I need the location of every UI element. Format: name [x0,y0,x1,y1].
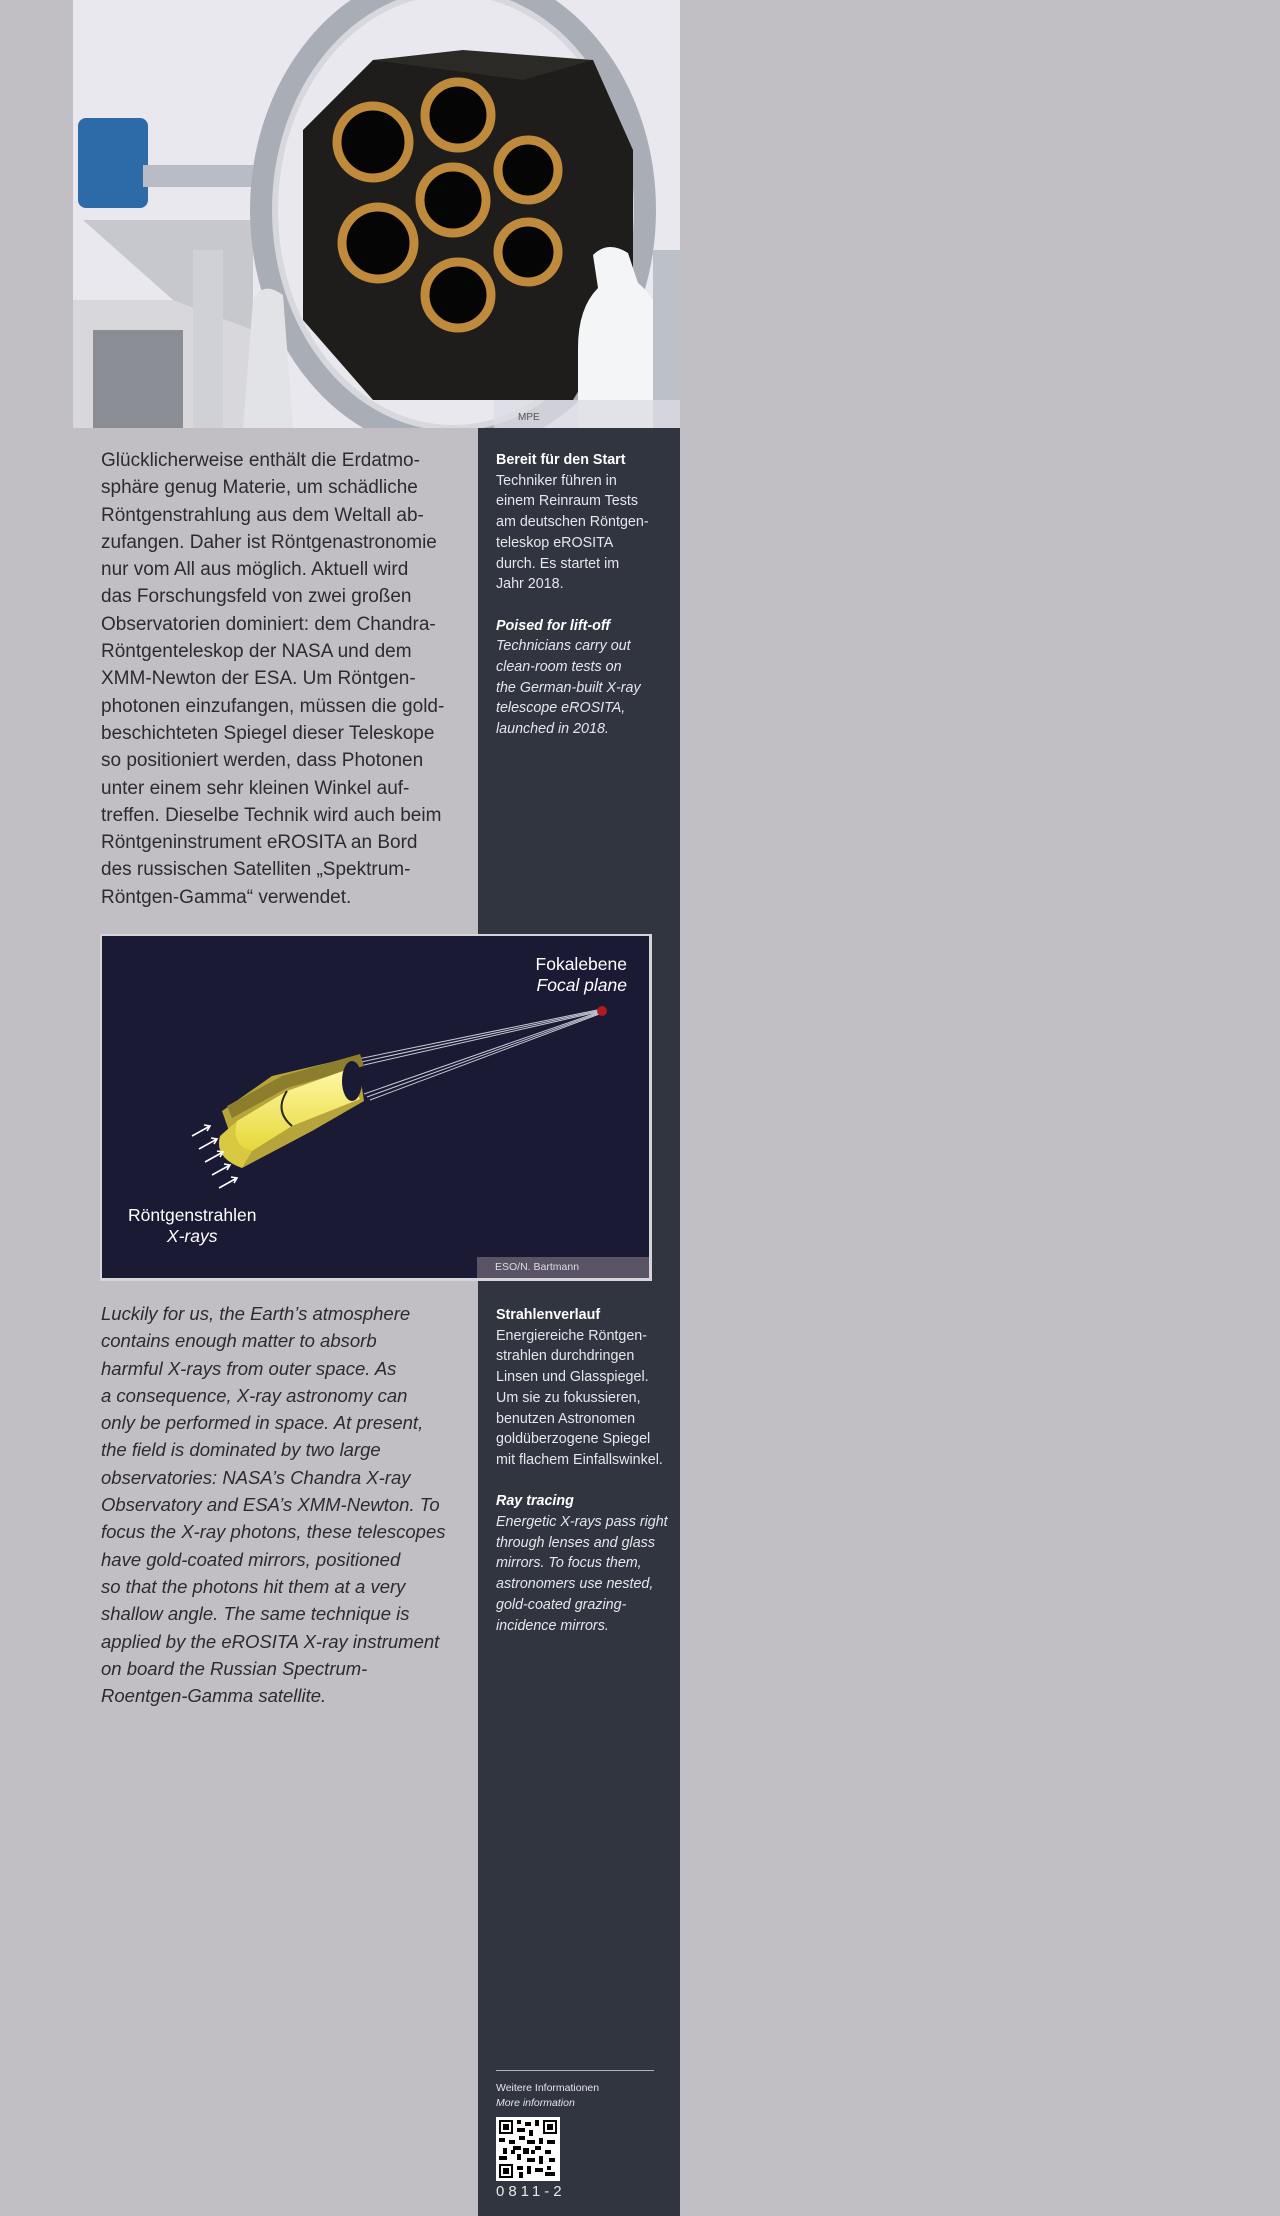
caption-line: the German-built X-ray [496,679,641,696]
nested-mirror-shells [219,1054,364,1168]
more-info-label-german: Weitere Informationen [496,2082,600,2094]
qr-code[interactable] [496,2117,560,2181]
caption-line: telescope eROSITA, [496,700,626,717]
diagram-credit: ESO/N. Bartmann [477,1257,649,1278]
body-text-english [101,1300,461,1709]
text-line: on board the Russian Spectrum- [101,1657,368,1679]
text-line: a consequence, X-ray astronomy can [101,1384,408,1406]
text-line: unter einem sehr kleinen Winkel auf- [101,777,410,799]
caption-line: mirrors. To focus them, [496,1555,642,1572]
text-line: XMM-Newton der ESA. Um Röntgen- [101,668,416,690]
caption-line: teleskop eROSITA [496,534,614,551]
text-line: the field is dominated by two large [101,1439,381,1461]
caption-title-german: Bereit für den Start [496,452,626,468]
caption-line: Technicians carry out [496,638,631,655]
focal-point [597,1006,607,1016]
text-line: so positioniert werden, dass Photonen [101,750,424,772]
exhibit-code: 0811-2 [496,2183,566,2200]
caption-line: gold-coated grazing- [496,1596,627,1613]
caption-line: mit flachem Einfallswinkel. [496,1451,663,1468]
caption-line: goldüberzogene Spiegel [496,1431,651,1448]
xray-label [128,1205,256,1247]
text-line: Roentgen-Gamma satellite. [101,1685,327,1707]
caption-line: Energetic X-rays pass right [496,1514,668,1531]
body-text-german-paragraph [101,447,451,911]
caption-line: durch. Es startet im [496,555,620,572]
text-line: Röntgenstrahlung aus dem Weltall ab- [101,504,424,526]
text-line: zufangen. Daher ist Röntgenastronomie [101,531,437,553]
text-line: Observatorien dominiert: dem Chandra- [101,613,436,635]
body-text-german [101,447,451,911]
more-information [496,2070,654,2200]
focal-plane-label-english: Focal plane [536,975,627,995]
text-line: Luckily for us, the Earth’s atmosphere [101,1303,411,1324]
text-line: photonen einzufangen, müssen die gold- [101,695,445,717]
xray-label-german: Röntgenstrahlen [128,1205,257,1225]
text-line: nur vom All aus möglich. Aktuell wird [101,559,409,581]
caption-title-english: Poised for lift-off [496,617,611,634]
caption-title-english: Ray tracing [496,1493,574,1510]
body-text-english-paragraph [101,1300,461,1709]
text-line: shallow angle. The same technique is [101,1603,410,1625]
text-line: des russischen Satelliten „Spektrum- [101,859,411,881]
caption-line: einem Reinraum Tests [496,493,638,510]
more-info-label-english: More information [496,2097,575,2109]
focal-plane-label-german: Fokalebene [535,954,627,974]
text-line: Observatory and ESA’s XMM-Newton. To [101,1494,440,1516]
qr-code-icon [499,2120,557,2178]
text-line: focus the X-ray photons, these telescopes [101,1521,446,1543]
text-line: so that the photons hit them at a very [101,1575,406,1597]
text-line: harmful X-rays from outer space. As [101,1357,397,1379]
caption-line: Techniker führen in [496,472,617,489]
caption-line: through lenses and glass [496,1534,655,1551]
caption-line: launched in 2018. [496,721,609,738]
photo-credit: MPE [494,400,680,428]
focused-rays [358,1009,602,1100]
xray-label-english: X-rays [166,1226,218,1246]
caption-line: am deutschen Röntgen- [496,514,649,531]
caption-line: Jahr 2018. [496,576,564,593]
text-line: applied by the eROSITA X-ray instrument [101,1630,440,1652]
text-line: Röntgeninstrument eROSITA an Bord [101,832,418,854]
caption-line: Um sie zu fokussieren, [496,1389,641,1406]
text-line: only be performed in space. At present, [101,1412,424,1434]
text-line: have gold-coated mirrors, positioned [101,1548,401,1570]
caption-line: Energiereiche Röntgen- [496,1327,648,1344]
caption-line: strahlen durchdringen [496,1348,635,1365]
text-line: das Forschungsfeld von zwei großen [101,586,412,608]
erosita-photo-illustration [73,0,680,428]
text-line: Röntgen-Gamma“ verwendet. [101,886,352,908]
text-line: observatories: NASA’s Chandra X-ray [101,1466,411,1488]
diagram-canvas [102,936,649,1278]
caption-title-german: Strahlenverlauf [496,1307,601,1323]
diagram-caption [496,1305,666,1636]
caption-line: astronomers use nested, [496,1576,654,1593]
text-line: Röntgenteleskop der NASA und dem [101,641,412,663]
divider [496,2070,654,2071]
caption-line: benutzen Astronomen [496,1410,636,1427]
text-line: Glücklicherweise enthält die Erdatmo- [101,450,420,471]
caption-line: incidence mirrors. [496,1617,609,1634]
ray-tracing-diagram [100,934,652,1281]
photo-caption [496,450,666,740]
text-line: contains enough matter to absorb [101,1330,377,1352]
text-line: treffen. Dieselbe Technik wird auch beim [101,804,442,826]
focal-plane-label [536,954,627,996]
text-line: beschichteten Spiegel dieser Teleskope [101,722,435,744]
text-line: sphäre genug Materie, um schädliche [101,477,418,499]
erosita-photo [73,0,680,428]
caption-line: clean-room tests on [496,659,622,676]
caption-line: Linsen und Glasspiegel. [496,1369,649,1386]
